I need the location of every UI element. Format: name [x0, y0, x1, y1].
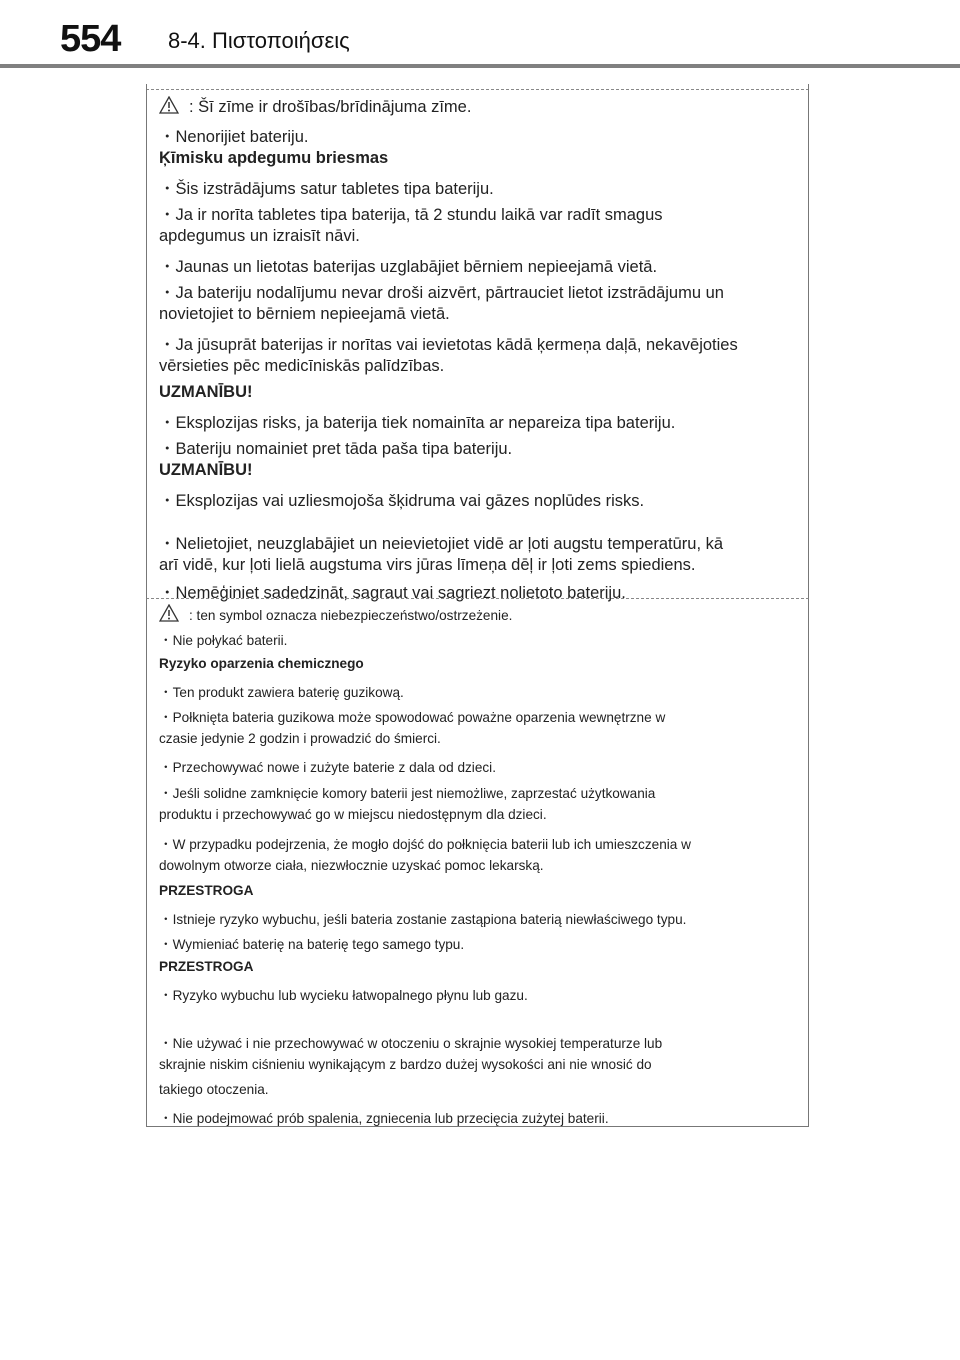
polish-warning-box	[146, 598, 809, 1127]
text-line: ・Eksplozijas risks, ja baterija tiek nomainīta ar nepareiza tipa bateriju.	[159, 414, 676, 432]
text-line: ・Ryzyko wybuchu lub wycieku łatwopalnego płynu lub gazu.	[159, 988, 528, 1003]
symbol-note	[159, 96, 471, 119]
section-title: 8-4. Πιστοποιήσεις	[168, 28, 350, 53]
caution-heading: UZMANĪBU!	[159, 383, 253, 401]
text-line: produktu i przechowywać go w miejscu niedostępnym dla dzieci.	[159, 807, 547, 822]
text-line: ・Jaunas un lietotas baterijas uzglabājiet bērniem nepieejamā vietā.	[159, 258, 658, 276]
page-number: 554	[60, 18, 121, 60]
text-line: skrajnie niskim ciśnieniu wynikającym z bardzo dużej wysokości ani nie wnosić do	[159, 1057, 652, 1072]
text-line: ・Nemēģiniet sadedzināt, sagraut vai sagriezt nolietoto bateriju.	[159, 584, 626, 602]
text-line: ・Eksplozijas vai uzliesmojoša šķidruma vai gāzes noplūdes risks.	[159, 492, 645, 510]
subheading: Ķīmisku apdegumu briesmas	[159, 149, 389, 167]
header-divider	[0, 64, 960, 68]
text-line: ・Šis izstrādājums satur tabletes tipa bateriju.	[159, 180, 494, 198]
text-line: ・Wymieniać baterię na baterię tego samego typu.	[159, 937, 465, 952]
text-line: ・Przechowywać nowe i zużyte baterie z dala od dzieci.	[159, 760, 496, 775]
symbol-note-text: : ten symbol oznacza niebezpieczeństwo/ostrzeżenie.	[189, 608, 513, 623]
text-line: ・Istnieje ryzyko wybuchu, jeśli bateria zostanie zastąpiona baterią niewłaściwego typu.	[159, 912, 687, 927]
text-line: apdegumus un izraisīt nāvi.	[159, 227, 360, 245]
text-line: novietojiet to bērniem nepieejamā vietā.	[159, 305, 450, 323]
page-header	[0, 0, 960, 68]
text-line: ・Ja ir norīta tabletes tipa baterija, tā 2 stundu laikā var radīt smagus	[159, 206, 663, 224]
corner-tick	[808, 84, 809, 94]
warning-triangle-icon	[159, 96, 179, 119]
text-line: ・Nelietojiet, neuzglabājiet un neievietojiet vidē ar ļoti augstu temperatūru, kā	[159, 535, 724, 553]
text-line: ・Nie połykać baterii.	[159, 633, 288, 648]
text-line: takiego otoczenia.	[159, 1082, 269, 1097]
latvian-warning-box	[146, 89, 809, 602]
subheading: Ryzyko oparzenia chemicznego	[159, 656, 364, 671]
text-line: arī vidē, kur ļoti lielā augstuma virs jūras līmeņa dēļ ir ļoti zems spiediens.	[159, 556, 696, 574]
warning-triangle-icon	[159, 604, 179, 625]
text-line: ・Nie podejmować prób spalenia, zgniecenia lub przecięcia zużytej baterii.	[159, 1111, 609, 1126]
text-line: ・Połknięta bateria guzikowa może spowodować poważne oparzenia wewnętrzne w	[159, 710, 666, 725]
text-line: ・Ten produkt zawiera baterię guzikową.	[159, 685, 404, 700]
text-line: ・Ja jūsuprāt baterijas ir norītas vai ievietotas kādā ķermeņa daļā, nekavējoties	[159, 336, 738, 354]
text-line: ・Bateriju nomainiet pret tāda paša tipa bateriju.	[159, 440, 513, 458]
text-line: vērsieties pēc medicīniskās palīdzības.	[159, 357, 445, 375]
text-line: ・Nenorijiet bateriju.	[159, 128, 309, 146]
caution-heading: PRZESTROGA	[159, 883, 254, 898]
text-line: ・Ja bateriju nodalījumu nevar droši aizvērt, pārtrauciet lietot izstrādājumu un	[159, 284, 724, 302]
text-line: czasie jedynie 2 godzin i prowadzić do śmierci.	[159, 731, 441, 746]
symbol-note	[159, 604, 512, 625]
text-line: ・Jeśli solidne zamknięcie komory baterii jest niemożliwe, zaprzestać użytkowania	[159, 786, 656, 801]
corner-tick	[146, 84, 147, 94]
text-line: ・W przypadku podejrzenia, że mogło dojść do połknięcia baterii lub ich umieszczenia w	[159, 837, 691, 852]
text-line: ・Nie używać i nie przechowywać w otoczeniu o skrajnie wysokiej temperaturze lub	[159, 1036, 663, 1051]
text-line: dowolnym otworze ciała, niezwłocznie uzyskać pomoc lekarską.	[159, 858, 544, 873]
symbol-note-text: : Šī zīme ir drošības/brīdinājuma zīme.	[189, 98, 472, 116]
caution-heading: PRZESTROGA	[159, 959, 254, 974]
caution-heading: UZMANĪBU!	[159, 461, 253, 479]
